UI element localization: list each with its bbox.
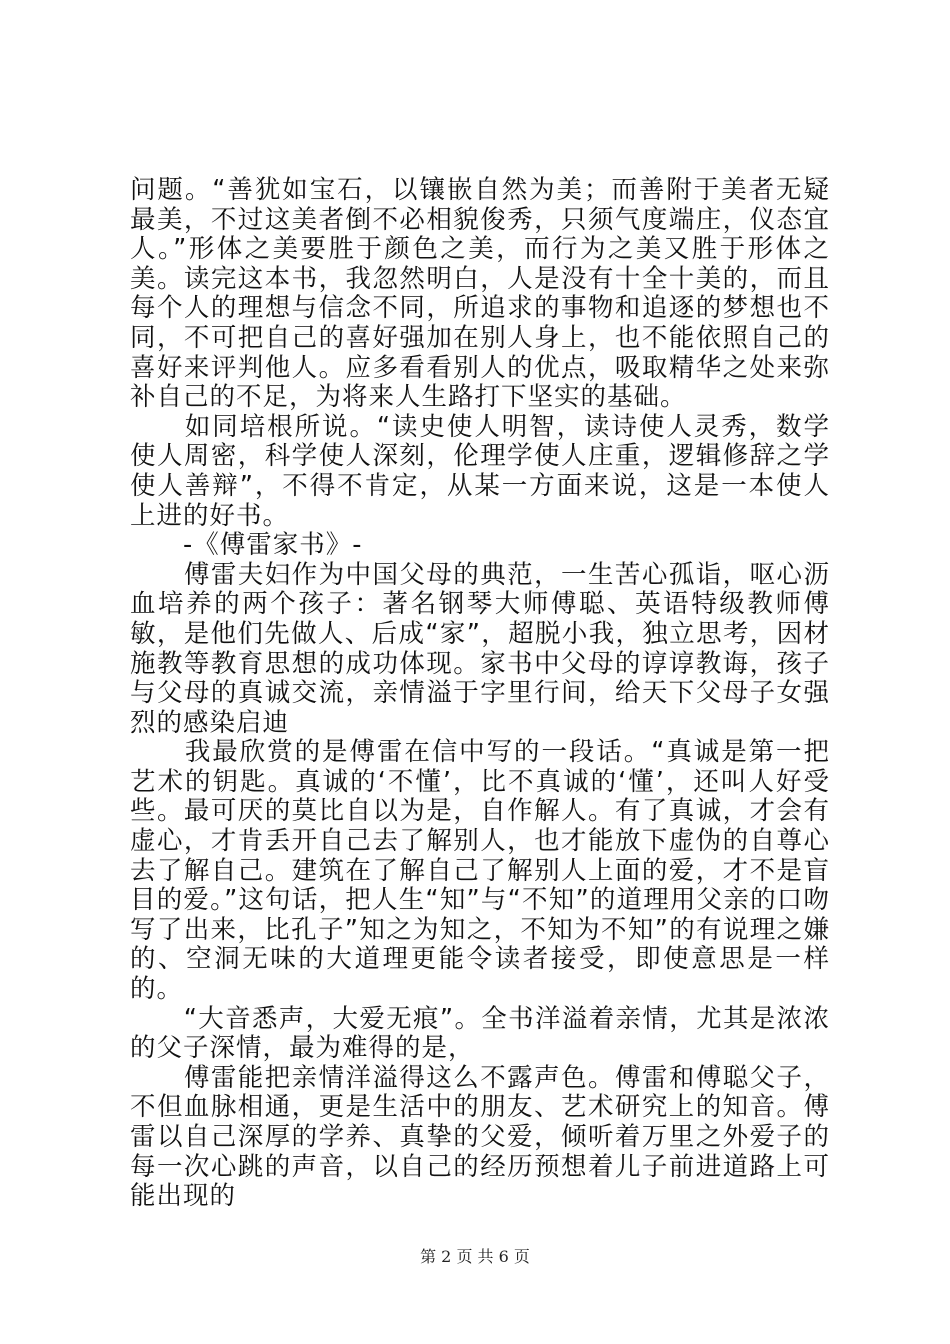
paragraph-father-son: 傅雷能把亲情洋溢得这么不露声色。傅雷和傅聪父子，不但血脉相通，更是生活中的朋友、艺术研究上的知音。傅雷以自己深厚的学养、真挚的父爱，倾听着万里之外爱子的每一次心跳的声音，以自己的经历预想着儿子前进道路上可能出现的 [130, 1062, 830, 1212]
paragraph-fu-lei-parents: 傅雷夫妇作为中国父母的典范，一生苦心孤诣，呕心沥血培养的两个孩子：著名钢琴大师傅聪、英语特级教师傅敏，是他们先做人、后成“家”，超脱小我，独立思考，因材施教等教育思想的成功体现。家书中父母的谆谆教诲，孩子与父母的真诚交流，亲情溢于字里行间，给天下父母子女强烈的感染启迪 [130, 559, 830, 738]
paragraph-sincerity-quote: 我最欣赏的是傅雷在信中写的一段话。“真诚是第一把艺术的钥匙。真诚的‘不懂’，比不真诚的‘懂’，还叫人好受些。最可厌的莫比自以为是，自作解人。有了真诚，才会有虚心，才肯丢开自己去了解别人，也才能放下虚伪的自尊心去了解自己。建筑在了解自己了解别人上面的爱，才不是盲目的爱。”这句话，把人生“知”与“不知”的道理用父亲的口吻写了出来，比孔子”知之为知之，不知为不知”的有说理之嫌的、空洞无味的大道理更能令读者接受，即使意思是一样的。 [130, 737, 830, 1005]
paragraph-great-love: “大音悉声，大爱无痕”。全书洋溢着亲情，尤其是浓浓的父子深情，最为难得的是， [130, 1003, 830, 1064]
paragraph-bacon-quote: 如同培根所说。“读史使人明智，读诗使人灵秀，数学使人周密，科学使人深刻，伦理学使人庄重，逻辑修辞之学使人善辩”，不得不肯定，从某一方面来说，这是一本使人上进的好书。 [130, 411, 830, 531]
section-heading-fu-lei-letters: -《傅雷家书》- [130, 530, 363, 561]
page-number-footer: 第 2 页 共 6 页 [420, 1247, 530, 1266]
paragraph-beauty-quote: 问题。“善犹如宝石，以镶嵌自然为美；而善附于美者无疑最美，不过这美者倒不必相貌俊秀，只须气度端庄，仪态宜人。”形体之美要胜于颜色之美，而行为之美又胜于形体之美。读完这本书，我忽然明白，人是没有十全十美的，而且每个人的理想与信念不同，所追求的事物和追逐的梦想也不同，不可把自己的喜好强加在别人身上，也不能依照自己的喜好来评判他人。应多看看别人的优点，吸取精华之处来弥补自己的不足，为将来人生路打下坚实的基础。 [130, 175, 830, 413]
document-body [130, 176, 830, 1212]
